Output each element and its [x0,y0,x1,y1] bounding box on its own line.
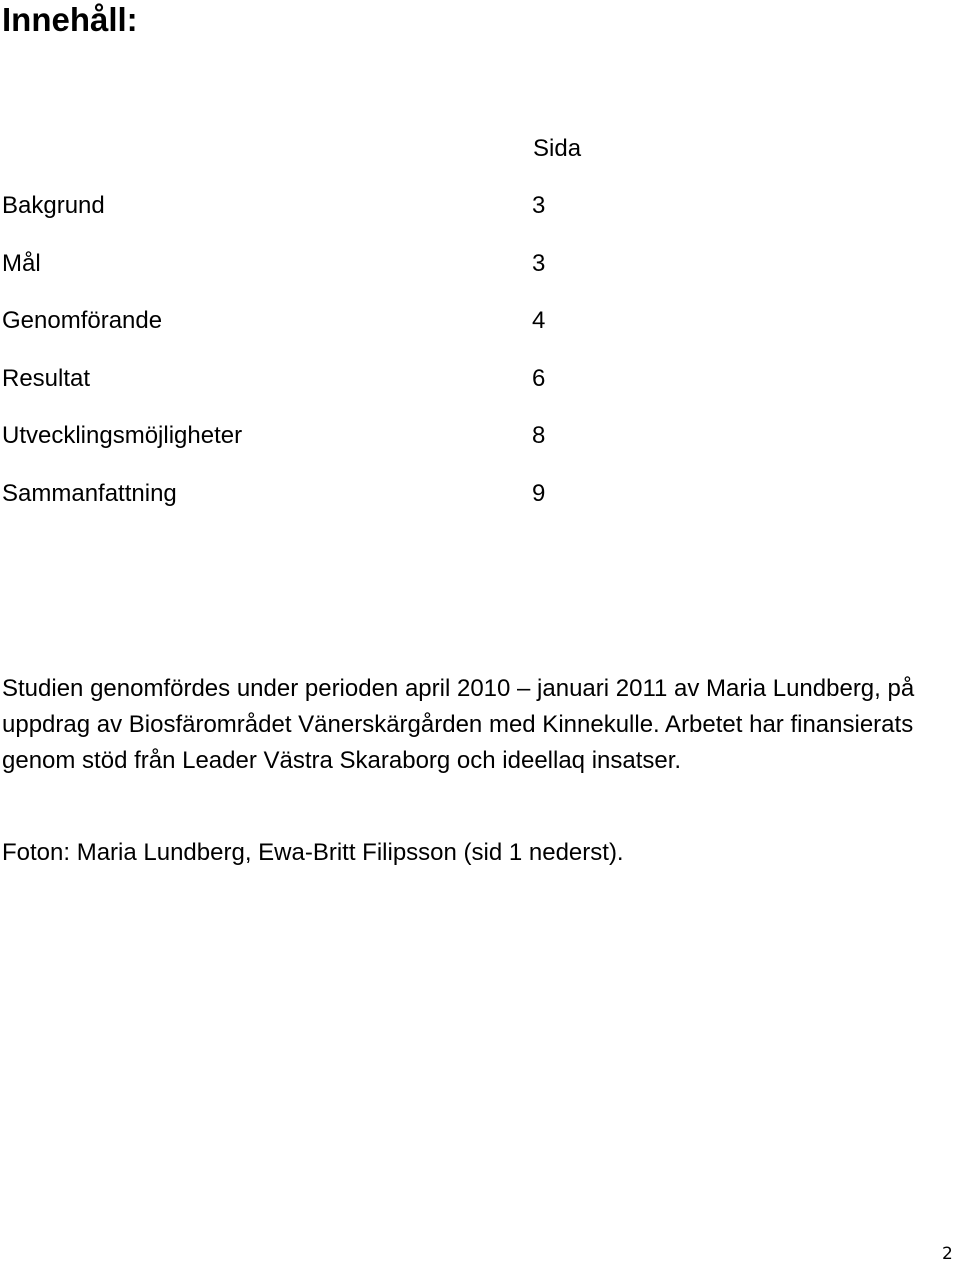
toc-entry-page: 9 [532,480,546,507]
toc-entry-genomforande [2,305,562,337]
toc-entry-page: 6 [532,365,546,392]
study-info-paragraph: Studien genomfördes under perioden april 2010 – januari 2011 av Maria Lundberg, på uppdrag av Biosfärområdet Vänerskärgården med Kinnekulle. Arbetet har finansierats genom stöd från Leader Västra Skaraborg och ideellaq insatser. [2,675,915,774]
toc-page-column-header: Sida [533,135,582,162]
toc-entry-label: Sammanfattning [2,480,177,507]
toc-entry-label: Mål [2,250,41,277]
page-title: Innehåll: [2,1,138,38]
toc-entry-page: 3 [532,192,546,219]
toc-entry-mal [2,248,562,280]
toc-entry-resultat [2,363,562,395]
toc-entry-label: Resultat [2,365,91,392]
toc-entry-label: Genomförande [2,307,163,334]
toc-entry-label: Bakgrund [2,192,105,219]
toc-entry-page: 4 [532,307,546,334]
toc-entry-page: 8 [532,422,546,449]
photo-credits-paragraph: Foton: Maria Lundberg, Ewa-Britt Filipsson (sid 1 nederst). [2,839,624,866]
toc-entry-page: 3 [532,250,546,277]
toc-entry-bakgrund [2,190,562,222]
page-number: 2 [942,1244,953,1264]
toc-entry-label: Utvecklingsmöjligheter [2,422,243,449]
toc-entry-utvecklingsmojligheter [2,420,562,452]
toc-entry-sammanfattning [2,478,562,510]
